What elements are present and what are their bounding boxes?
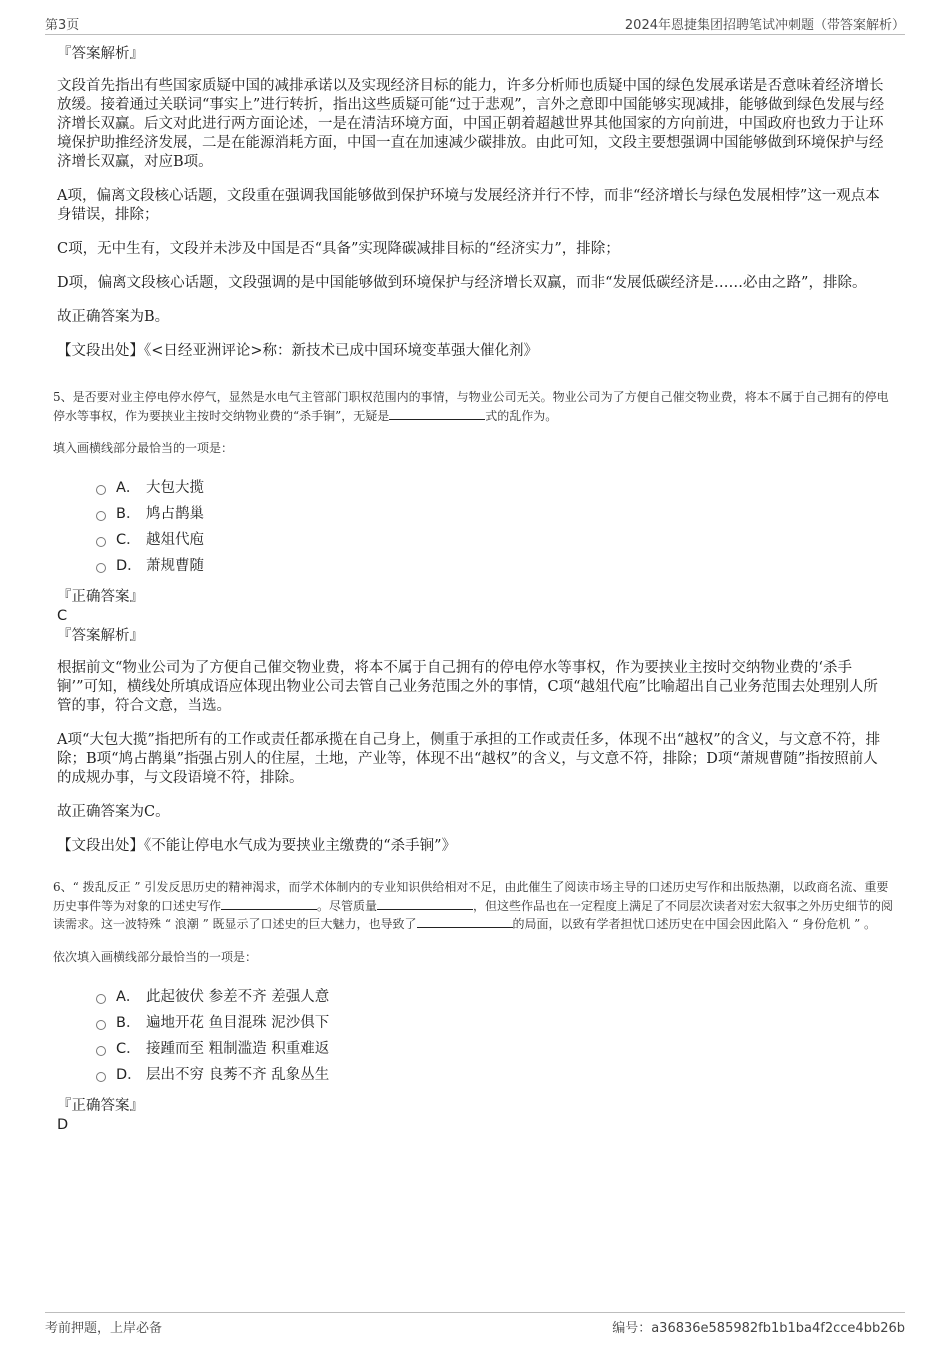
q5-analysis-label: 『答案解析』 — [57, 628, 144, 644]
radio-icon[interactable] — [96, 563, 106, 573]
q6-blank-1 — [221, 897, 317, 910]
page-footer — [45, 1312, 905, 1335]
footer-slogan: 考前押题，上岸必备 — [45, 1321, 163, 1336]
q5-prompt: 填入画横线部分最恰当的一项是： — [53, 441, 234, 455]
q5-option-c[interactable]: C． 越俎代庖 — [96, 527, 888, 553]
q6-option-b[interactable]: B． 遍地开花 鱼目混珠 泥沙俱下 — [96, 1010, 888, 1036]
radio-icon[interactable] — [96, 994, 106, 1004]
q6-answer: D — [57, 1116, 69, 1133]
q5-option-a[interactable]: A． 大包大揽 — [96, 475, 888, 501]
q5-options — [57, 475, 888, 579]
q6-blank-3 — [417, 915, 513, 928]
q5-stem-text: 5、是否要对业主停电停水停气，显然是水电气主管部门职权范围内的事情，与物业公司无关。物业公司为了方便自己催交物业费，将本不属于自己拥有的停电停水等事权，作为要挟业主按时交纳物业费的“杀手锏”，无疑是 — [53, 390, 889, 423]
q5-analysis-paragraph-2: A项“大包大揽”指把所有的工作或责任都承揽在自己身上，侧重于承担的工作或责任多，体现不出“越权”的含义，与文意不符，排除；B项“鸠占鹊巢”指强占别人的住屋，土地，产业等，体现不出“越权”的含义，与文意不符，排除；D项“萧规曹随”指按照前人的成规办事，与文段语境不符，排除。 — [57, 732, 881, 786]
page-content — [53, 44, 894, 1135]
page-header — [45, 12, 905, 35]
q6-blank-2 — [377, 897, 473, 910]
q5-answer-label: 『正确答案』 — [57, 589, 144, 605]
q6-option-c[interactable]: C． 接踵而至 粗制滥造 积重难返 — [96, 1036, 888, 1062]
q5-option-b[interactable]: B． 鸠占鹊巢 — [96, 501, 888, 527]
radio-icon[interactable] — [96, 1020, 106, 1030]
q5-source: 【文段出处】《不能让停电水气成为要挟业主缴费的“杀手锏”》 — [57, 838, 457, 854]
q5-blank — [389, 407, 485, 420]
radio-icon[interactable] — [96, 1046, 106, 1056]
q6-answer-label: 『正确答案』 — [57, 1097, 144, 1114]
q6-option-d[interactable]: D． 层出不穷 良莠不齐 乱象丛生 — [96, 1062, 888, 1088]
q5-conclusion: 故正确答案为C。 — [57, 804, 170, 820]
q4-analysis-paragraph-3: C项，无中生有，文段并未涉及中国是否“具备”实现降碳减排目标的“经济实力”，排除； — [57, 241, 620, 257]
q4-analysis-paragraph-1: 文段首先指出有些国家质疑中国的减排承诺以及实现经济目标的能力，许多分析师也质疑中国的绿色发展承诺是否意味着经济增长放缓。接着通过关联词“事实上”进行转折，指出这些质疑可能“过于悲观”，言外之意即中国能够实现减排，能够做到绿色发展与经济增长双赢。后文对此进行两方面论述，一是在清洁环境方面，中国正朝着超越世界其他国家的方向前进，中国政府也致力于让环境保护助推经济发展，二是在能源消耗方面，中国一直在加速减少碳排放。由此可知，文段主要想强调中国能够做到环境保护与经济增长双赢，对应B项。 — [57, 78, 885, 170]
page-number: 第3页 — [45, 18, 80, 33]
q5-option-d[interactable]: D． 萧规曹随 — [96, 553, 888, 579]
q5-stem — [53, 388, 896, 425]
document-title: 2024年恩捷集团招聘笔试冲刺题（带答案解析） — [624, 18, 905, 33]
q5-stem-tail: 式的乱作为。 — [485, 408, 558, 423]
q6-prompt: 依次填入画横线部分最恰当的一项是： — [53, 949, 258, 964]
radio-icon[interactable] — [96, 485, 106, 495]
radio-icon[interactable] — [96, 1072, 106, 1082]
q4-analysis-paragraph-4: D项，偏离文段核心话题，文段强调的是中国能够做到环境保护与经济增长双赢，而非“发展低碳经济是……必由之路”，排除。 — [57, 275, 867, 291]
q6-stem: 6、“ 拨乱反正 ” 引发反思历史的精神渴求，而学术体制内的专业知识供给相对不足，由此催生了阅读市场主导的口述历史写作和出版热潮，以政商名流、重要历史事件等为对象的口述史写作 。尽管质量 ，但这些作品也在一定程度上满足了不同层次读者对宏大叙事之外历史细节的阅读需求。这一波特殊 “ 浪潮 ” 既显示了口述史的巨大魅力，也导致了 的局面，以致有学者担忧口述历史在中国会因此陷入 “ 身份危机 ” 。 — [53, 880, 894, 931]
document-code: 编号：a36836e585982fb1b1ba4f2cce4bb26b — [612, 1321, 905, 1336]
radio-icon[interactable] — [96, 537, 106, 547]
q4-source: 【文段出处】《<日经亚洲评论>称：新技术已成中国环境变革强大催化剂》 — [57, 343, 539, 359]
q5-analysis-paragraph-1: 根据前文“物业公司为了方便自己催交物业费，将本不属于自己拥有的停电停水等事权，作为要挟业主按时交纳物业费的‘杀手锏’”可知，横线处所填成语应体现出物业公司去管自己业务范围之外的事情，C项“越俎代庖”比喻超出自己业务范围去处理别人所管的事，符合文意，当选。 — [57, 660, 878, 714]
q5-answer: C — [57, 608, 68, 624]
q6-option-a[interactable]: A． 此起彼伏 参差不齐 差强人意 — [96, 984, 888, 1010]
radio-icon[interactable] — [96, 511, 106, 521]
q4-analysis-paragraph-2: A项，偏离文段核心话题，文段重在强调我国能够做到保护环境与发展经济并行不悖，而非“经济增长与绿色发展相悖”这一观点本身错误，排除； — [57, 188, 880, 223]
q4-analysis-label: 『答案解析』 — [57, 46, 144, 62]
q4-conclusion: 故正确答案为B。 — [57, 309, 170, 325]
q6-options — [57, 984, 888, 1088]
